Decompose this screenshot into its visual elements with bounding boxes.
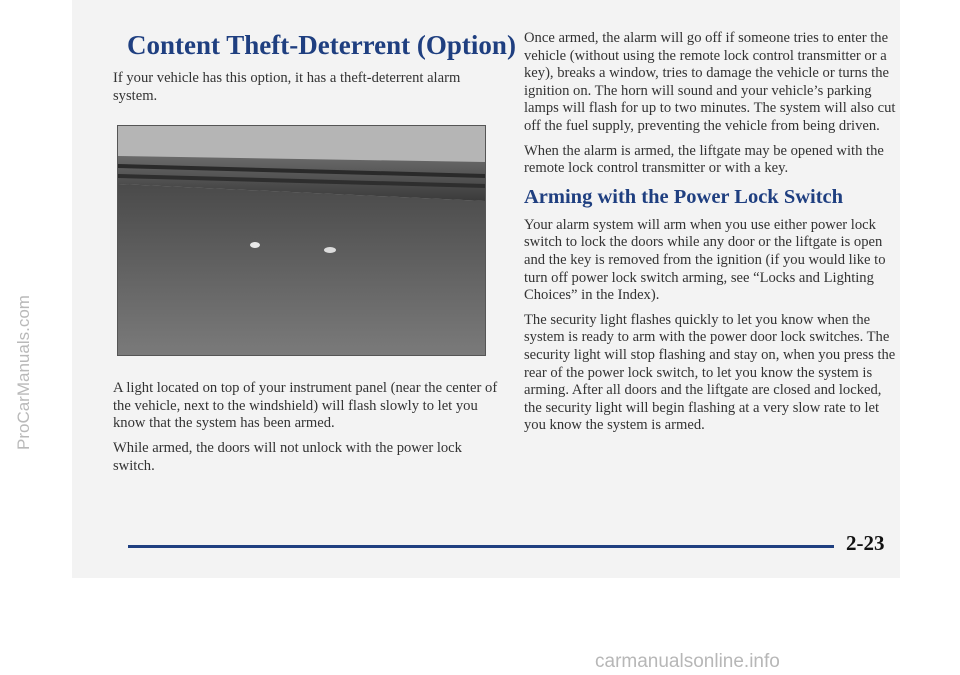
side-watermark-text: ProCarManuals.com bbox=[14, 295, 33, 450]
page-number: 2-23 bbox=[846, 531, 885, 555]
intro-paragraph: If your vehicle has this option, it has a theft-deterrent alarm system. bbox=[113, 70, 461, 104]
side-watermark bbox=[10, 40, 36, 500]
instrument-panel-illustration bbox=[118, 126, 485, 355]
instrument-panel-photo bbox=[117, 125, 486, 356]
bottom-watermark: carmanualsonline.info bbox=[595, 651, 780, 672]
security-light-paragraph: The security light flashes quickly to let you know when the system is ready to arm with the power door lock switches. The security light will stop flashing and stay on, when you press the rear of the power lock switch, to let you know the system is arming. After all doors and the liftgate are closed and locked, the security light will begin flashing at a very slow rate to let you know the system is armed. bbox=[524, 311, 896, 434]
armed-doors-paragraph: While armed, the doors will not unlock with the power lock switch. bbox=[113, 439, 462, 474]
side-watermark-graphic bbox=[10, 40, 36, 500]
alarm-trigger-paragraph: Once armed, the alarm will go off if someone tries to enter the vehicle (without using the remote lock control transmitter or a key), breaks a window, tries to damage the vehicle or turns the ignition on. The horn will sound and your vehicle’s parking lamps will flash for up to two minutes. The system will also cut off the fuel supply, preventing the vehicle from being driven. bbox=[524, 30, 896, 134]
footer-rule bbox=[128, 545, 834, 548]
light-location-paragraph: A light located on top of your instrument panel (near the center of the vehicle, next to the windshield) will flash slowly to let you know that the system has been armed. bbox=[113, 380, 498, 432]
security-light bbox=[250, 242, 260, 248]
page-title: Content Theft-Deterrent (Option) bbox=[127, 30, 516, 60]
section-heading: Arming with the Power Lock Switch bbox=[524, 185, 844, 208]
arming-paragraph: Your alarm system will arm when you use either power lock switch to lock the doors while any door or the liftgate is open and the key is removed from the ignition (if you would like to turn off power lock switch arming, see “Locks and Lighting Choices” in the Index). bbox=[524, 216, 886, 304]
liftgate-paragraph: When the alarm is armed, the liftgate may be opened with the remote lock control transmitter or with a key. bbox=[524, 142, 884, 177]
right-column bbox=[524, 30, 900, 442]
left-column bbox=[113, 30, 516, 482]
